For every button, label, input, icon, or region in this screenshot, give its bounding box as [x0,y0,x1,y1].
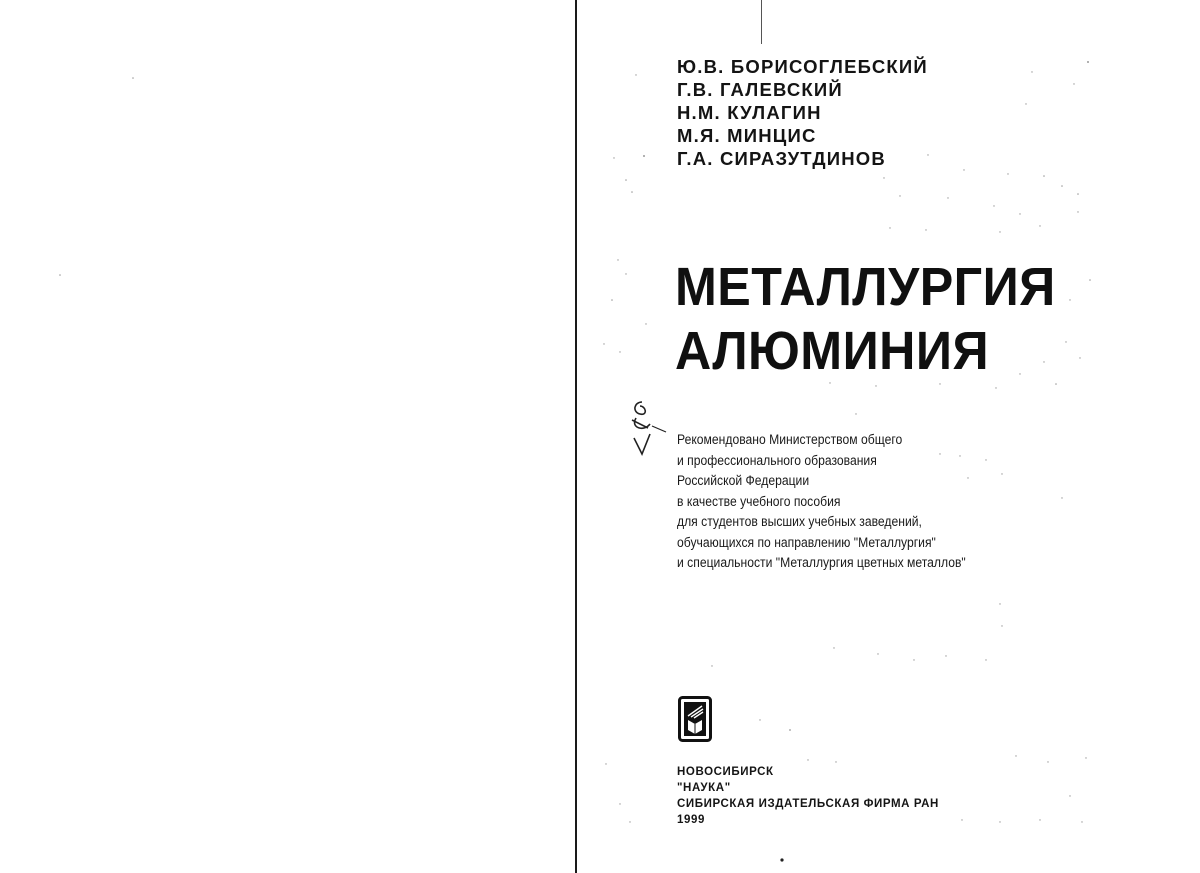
recommendation-line: для студентов высших учебных заведений, [677,514,922,529]
recommendation-line: Рекомендовано Министерством общего [677,432,903,447]
recommendation-text [677,430,998,574]
author-name: Г.В. ГАЛЕВСКИЙ [677,79,843,100]
publisher-book-logo-icon [678,696,712,742]
imprint-publisher: "НАУКА" [677,782,731,794]
recommendation-line: и специальности "Металлургия цветных металлов" [677,555,966,570]
imprint-year: 1999 [677,814,705,826]
author-name: Ю.В. БОРИСОГЛЕБСКИЙ [677,56,928,77]
imprint-firm: СИБИРСКАЯ ИЗДАТЕЛЬСКАЯ ФИРМА РАН [677,798,939,810]
recommendation-line: и профессионального образования [677,452,877,468]
author-list [677,55,928,170]
author-name: М.Я. МИНЦИС [677,125,817,146]
imprint-city: НОВОСИБИРСК [677,766,774,778]
page-gutter [575,0,577,873]
recommendation-line: Российской Федерации [677,473,810,488]
book-title-line-1: МЕТАЛЛУРГИЯ [675,257,1056,317]
recommendation-line: в качестве учебного пособия [677,493,841,509]
book-title-line-2: АЛЮМИНИЯ [675,321,990,381]
handwritten-stamp-icon [628,398,668,458]
recommendation-line: обучающихся по направлению "Металлургия" [677,534,936,550]
publisher-imprint [677,764,939,828]
book-title [675,255,1056,383]
author-name: Г.А. СИРАЗУТДИНОВ [677,148,886,169]
author-name: Н.М. КУЛАГИН [677,102,822,123]
margin-line [761,0,762,44]
